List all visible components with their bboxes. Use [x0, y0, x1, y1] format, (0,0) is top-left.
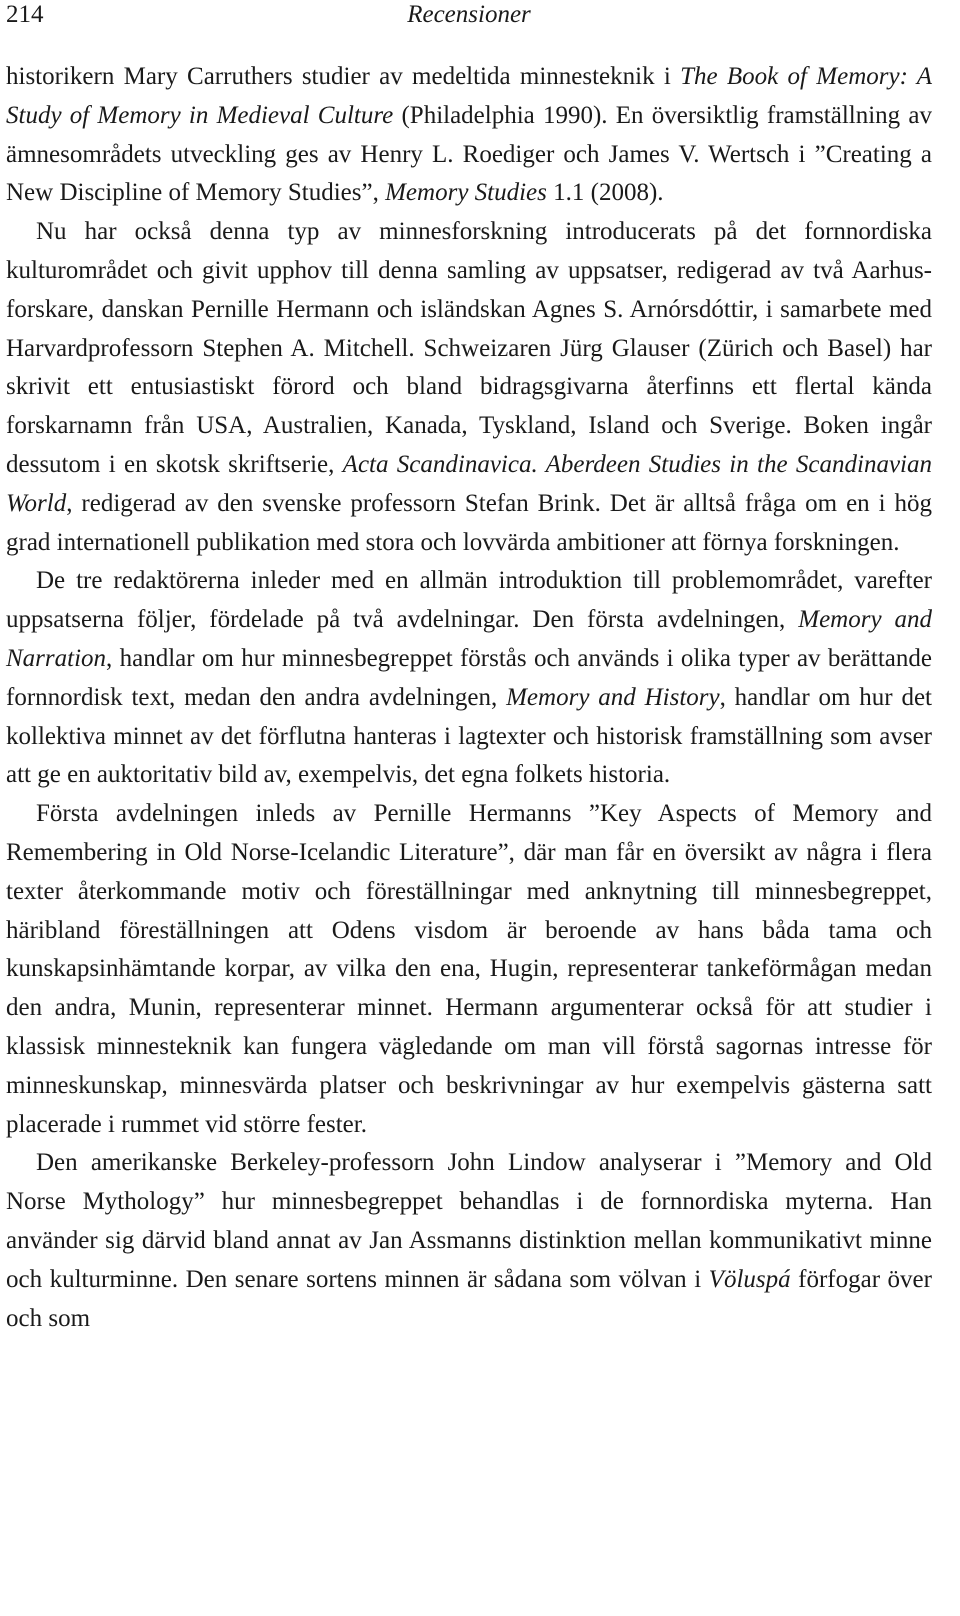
italic-title: Acta Scandinavica. Aberdeen Studies in the Scandinavian World [6, 450, 932, 517]
text-run: Den amerikanske Berkeley-professorn John Lindow analyserar i ”Memory and Old Norse Mythology” hur minnesbegreppet behandlas i de fornnordiska myterna. Han använder sig därvid bland annat av Jan Assmanns distinktion mellan kommunikativt minne och kulturminne. Den senare sortens minnen är sådana som völvan i [6, 1149, 932, 1293]
text-run: Första avdelningen inleds av Pernille Hermanns ”Key Aspects of Memory and Remembering in Old Norse-Icelandic Literature”, där man får en översikt av några i flera texter återkommande motiv och föreställningar med anknytning till minnesbegreppet, häribland föreställningen att Odens visdom är beroende av hans båda tama och kunskapsinhämtande korpar, av vilka den ena, Hugin, representerar tankeförmågan medan den andra, Munin, representerar minnet. Hermann argumenterar också för att studier i klassisk minnesteknik kan fungera vägledande om man vill förstå sagornas intresse för minneskunskap, minnesvärda platser och beskrivningar av hur exempelvis gästerna satt placerade i rummet vid större fester. [6, 800, 932, 1138]
text-run: förfogar över och som [6, 1265, 932, 1332]
page-header [6, 0, 932, 34]
page-number: 214 [6, 1, 44, 28]
italic-title: Memory and History [506, 683, 720, 711]
text-run: De tre redaktörerna inleder med en allmän introduktion till problemområdet, varefter uppsatserna följer, fördelade på två avdelningar. Den första avdelningen, [6, 567, 932, 634]
paragraph-3 [6, 562, 932, 795]
italic-title: Völuspá [708, 1265, 791, 1293]
paragraph-1 [6, 58, 932, 213]
text-run: Nu har också denna typ av minnesforskning introducerats på det fornnordiska kulturområdet och givit upphov till denna samling av uppsatser, redigerad av två Aarhus-forskare, danskan Pernille Hermann och isländskan Agnes S. Arnórsdóttir, i samarbete med Harvardprofessorn Stephen A. Mitchell. Schweizaren Jürg Glauser (Zürich och Basel) har skrivit ett entusiastiskt förord och bland bidragsgivarna återfinns ett flertal kända forskarnamn från USA, Australien, Kanada, Tyskland, Island och Sverige. Boken ingår dessutom i en skotsk skriftserie, [6, 218, 932, 478]
text-run: (Philadelphia 1990). En översiktlig framställning av ämnesområdets utveckling ges av Henry L. Roediger och James V. Wertsch i ”Creating a New Discipline of Memory Studies”, [6, 101, 932, 207]
text-run: , handlar om hur det kollektiva minnet av det förflutna hanteras i lagtexter och historisk framställning som avser att ge en auktoritativ bild av, exempelvis, det egna folkets historia. [6, 683, 932, 789]
body-text [6, 58, 932, 1338]
paragraph-5 [6, 1144, 932, 1338]
text-run: , redigerad av den svenske professorn Stefan Brink. Det är alltså fråga om en i hög grad internationell publikation med stora och lovvärda ambitioner att förnya forskningen. [6, 489, 932, 556]
text-run: 1.1 (2008). [546, 179, 664, 207]
paragraph-4 [6, 795, 932, 1144]
text-run: historikern Mary Carruthers studier av medeltida minnesteknik i [6, 63, 681, 90]
text-run: , handlar om hur minnesbegreppet förstås och används i olika typer av berättande fornnordisk text, medan den andra avdelningen, [6, 644, 932, 711]
italic-title: Memory Studies [385, 179, 547, 207]
italic-title: The Book of Memory: A Study of Memory in Medieval Culture [6, 63, 932, 129]
running-head: Recensioner [407, 1, 531, 28]
italic-title: Memory and Narration [6, 606, 932, 672]
paragraph-2 [6, 213, 932, 562]
